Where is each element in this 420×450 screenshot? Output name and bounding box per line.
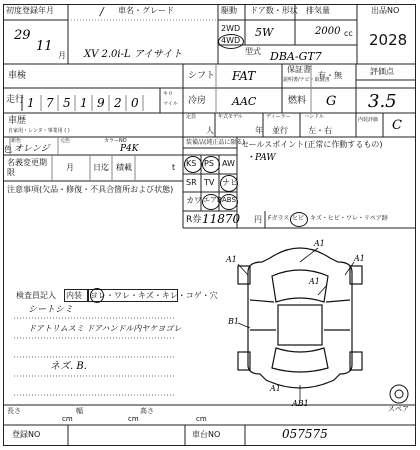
spare-wheel-icon	[390, 385, 408, 403]
sales-point-value: ・PAW	[246, 153, 276, 163]
height-label: 高さ	[140, 407, 154, 415]
warranty-sub: 説明書/ナビ・取説書	[283, 77, 330, 83]
damage-a1-left-front: A1	[226, 255, 237, 264]
equipment-ps-circle	[202, 156, 220, 173]
history-options: 自家用・レンタ・事業用 ( )	[8, 128, 70, 134]
change-month-label: 月	[66, 163, 74, 172]
inspector-yore-circle	[90, 288, 104, 303]
capacity-unit: 人	[206, 126, 214, 135]
history-label: 車歴	[8, 116, 27, 126]
glass-items: ヒビ・キズ・ヒビ・ワレ・リペア跡	[292, 215, 388, 222]
displacement-label: 排気量	[306, 6, 330, 15]
shift-value: FAT	[232, 69, 256, 83]
doors-label: ドア数・形状	[250, 6, 298, 15]
recycle-value: 11870	[202, 212, 241, 226]
displacement-value: 2000	[315, 26, 341, 37]
score-value: 3.5	[368, 91, 397, 112]
model-year-label: 年式モデル	[218, 114, 243, 120]
ac-value: AAC	[232, 95, 257, 108]
first-reg-label: 初度登録年月	[6, 6, 54, 15]
fuel-value: G	[326, 94, 337, 109]
handle-label: ハンドル	[304, 114, 325, 120]
inspector-note-1: シートシミ	[28, 305, 74, 315]
score-label: 評価点	[370, 67, 394, 76]
length-label: 長さ	[7, 407, 21, 415]
lot-value: 2028	[369, 31, 408, 49]
equipment-navi: ナビ	[222, 178, 238, 187]
damage-ab1-rear: AB1	[292, 399, 309, 408]
color-value: オレンジ	[14, 144, 50, 154]
change-day-label: 日迄	[93, 163, 109, 172]
original-color-label: 元色	[60, 138, 71, 144]
grade-value: XV 2.0i-L アイサイト	[84, 49, 183, 60]
carname-label: 車名・グレード	[118, 6, 174, 15]
equipment-airbag: エアB	[203, 196, 222, 204]
shift-label: シフト	[188, 71, 216, 81]
damage-a1-right-front: A1	[354, 254, 365, 263]
first-reg-month: 11	[36, 39, 53, 54]
name-change-label: 名義変更期限	[7, 158, 47, 177]
sales-point-label: セールスポイント(正常に作動するもの)	[241, 140, 383, 149]
mileage-digit-4: 1	[80, 96, 88, 110]
chassis-label: 車台NO	[192, 430, 221, 439]
equipment-abs-circle	[220, 194, 238, 210]
height-cm: cm	[196, 415, 207, 423]
capacity-label: 定員	[186, 114, 197, 120]
inspector-note-3: ネズ. B.	[50, 361, 87, 372]
fuel-label: 燃料	[288, 96, 307, 106]
equipment-sr: SR	[186, 178, 197, 187]
interior-label: 内装評価	[358, 117, 379, 123]
lot-label: 出品NO	[371, 6, 400, 15]
width-label: 幅	[76, 407, 83, 415]
cc-unit: cc	[344, 29, 353, 38]
mileage-digit-1: 1	[27, 96, 35, 110]
drive-4wd: 4WD	[221, 36, 241, 45]
equipment-ks: KS	[186, 159, 197, 168]
spare-label: スペア	[388, 405, 409, 413]
mileage-digit-3: 5	[63, 96, 71, 110]
warranty-label: 保証書	[287, 65, 311, 74]
drive-2wd: 2WD	[221, 24, 241, 33]
model-year-unit: 年	[255, 126, 263, 135]
equipment-title: 装備品(純正品に限る)	[186, 139, 245, 146]
interior-value: C	[392, 118, 402, 133]
equipment-aw: AW	[222, 159, 235, 168]
recycle-unit: 円	[254, 215, 262, 224]
doors-value: 5W	[255, 26, 274, 39]
length-cm: cm	[62, 415, 73, 423]
inspector-interior-label: 内装	[66, 291, 82, 300]
drive-label: 駆動	[221, 6, 237, 15]
equipment-navi-circle	[220, 175, 238, 192]
inspector-label: 検査員記入	[16, 291, 56, 300]
drive-4wd-circle	[218, 34, 244, 49]
damage-a1-hood: A1	[309, 277, 320, 286]
inspector-note-2: ドアトリムスミ ドアハンドル内ヤケヨゴレ	[28, 324, 182, 333]
ac-label: 冷房	[188, 96, 207, 106]
equipment-tv: TV	[204, 178, 215, 187]
load-label: 積載	[116, 163, 132, 172]
damage-a1-rear: A1	[270, 384, 281, 393]
equipment-leather: カワ	[186, 196, 202, 205]
model-label: 型式	[245, 47, 261, 56]
inspector-interior-options: ヨレ・ワレ・キズ・キレ・コゲ・穴	[90, 291, 218, 300]
load-t-label: t	[172, 163, 176, 172]
dealer-value: 並行	[272, 126, 288, 135]
mileage-digit-5: 9	[97, 96, 105, 110]
month-suffix: 月	[58, 51, 66, 60]
color-label: 色	[4, 145, 12, 154]
carname-mark: /	[100, 5, 104, 18]
chassis-value: 057575	[282, 427, 328, 441]
color-code-value: P4K	[120, 144, 139, 154]
reg-no-label: 登録NO	[12, 430, 41, 439]
equipment-ps: PS	[204, 159, 214, 168]
color-code-label: カラーNO	[104, 138, 127, 144]
notes-label: 注意事項(欠品・修復・不具合箇所および状態)	[7, 185, 174, 194]
handle-value: 左・右	[308, 126, 332, 135]
first-reg-year: 29	[14, 28, 31, 43]
width-cm: cm	[128, 415, 139, 423]
mileage-digit-6: 2	[114, 96, 122, 110]
mile-unit: マイル	[163, 101, 178, 107]
warranty-value: 有・無	[318, 71, 342, 80]
equipment-ks-circle	[184, 156, 202, 173]
km-unit: キロ	[163, 91, 174, 97]
damage-a1-front: A1	[314, 239, 325, 248]
recycle-label: R券	[186, 215, 202, 225]
dealer-label: ディーラー	[266, 114, 291, 120]
mileage-label: 走行	[6, 95, 25, 105]
glass-crack-circle	[290, 212, 308, 227]
damage-b1-left: B1	[228, 317, 239, 326]
equipment-airbag-circle	[202, 194, 220, 210]
equipment-abs: ABS	[222, 196, 236, 204]
glass-label: Fガラス	[268, 215, 290, 222]
mileage-digit-2: 7	[46, 96, 54, 110]
model-value: DBA-GT7	[270, 50, 322, 63]
shaken-label: 車検	[8, 71, 27, 81]
new-color-label: 新色	[11, 138, 22, 144]
mileage-digit-7: 0	[131, 96, 139, 110]
